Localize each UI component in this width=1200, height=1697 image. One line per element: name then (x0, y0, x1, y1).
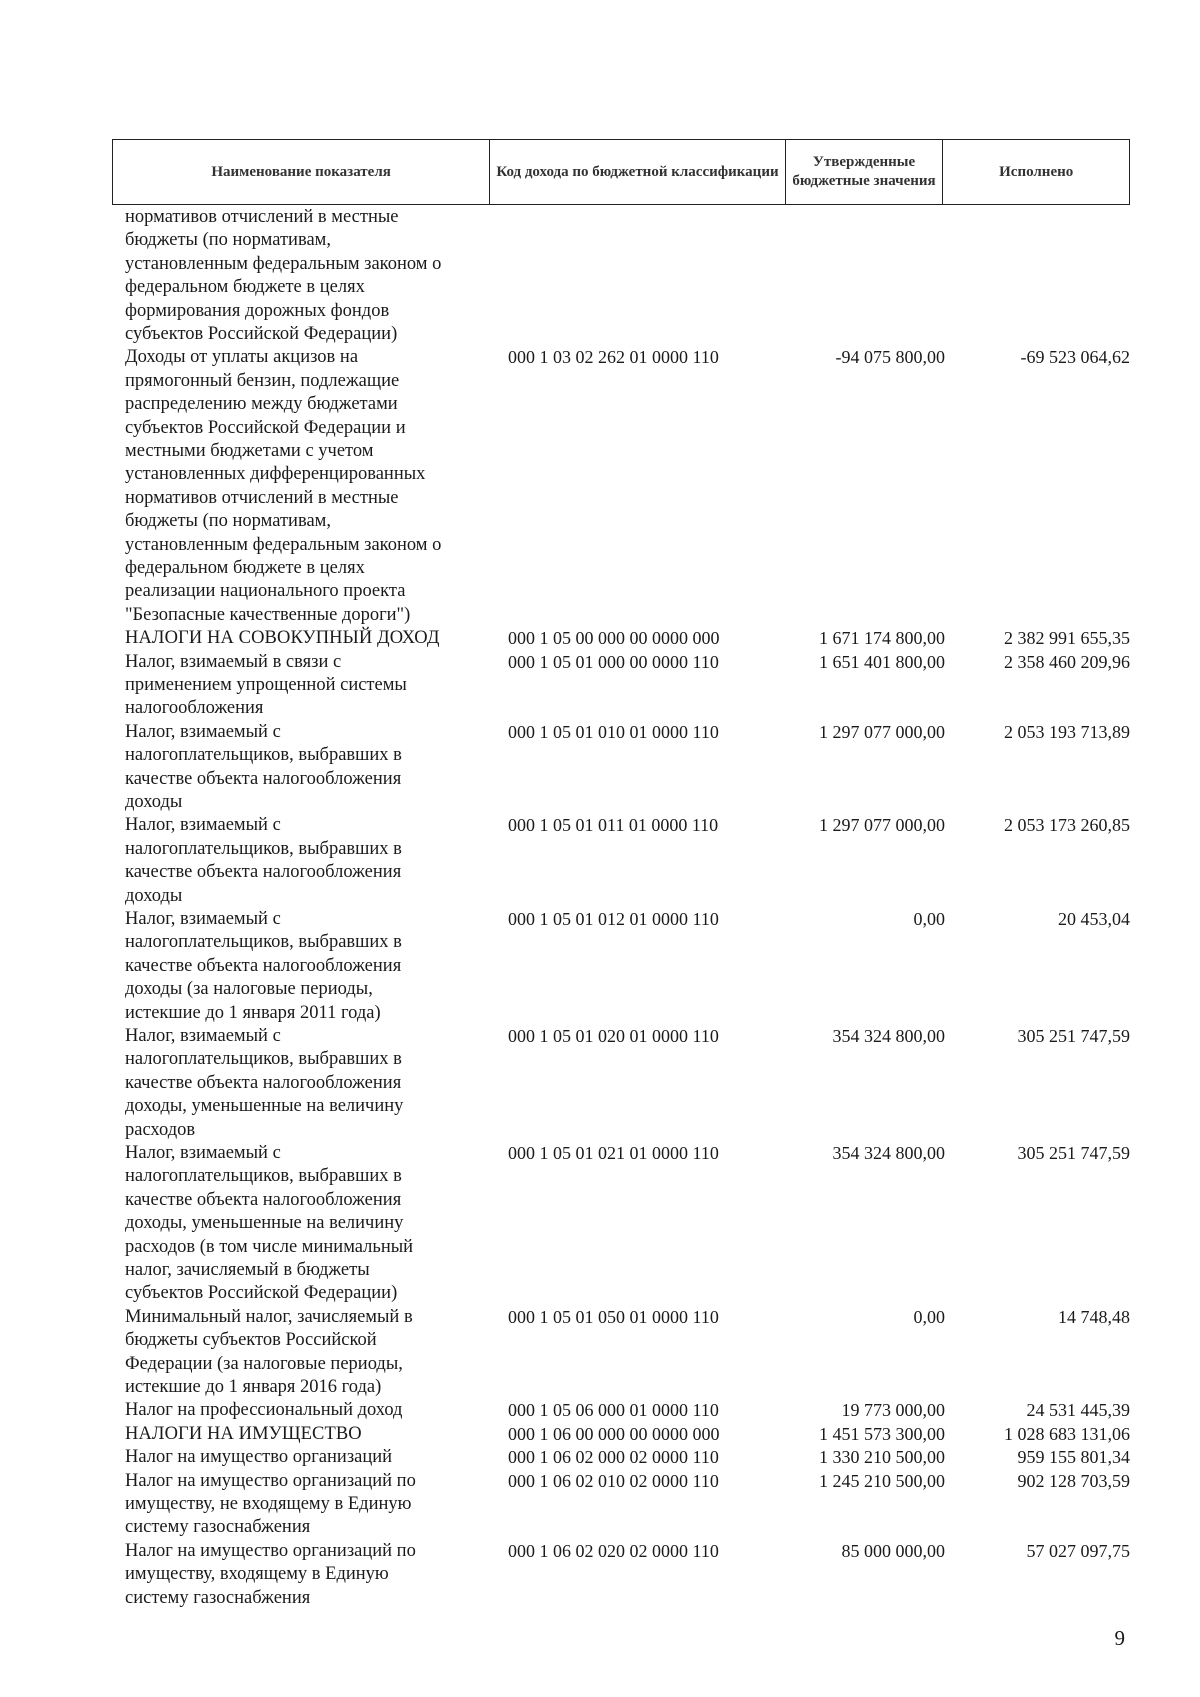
table-row (0, 1025, 1200, 1142)
table-header (112, 139, 1130, 205)
approved-value: -94 075 800,00 (835, 347, 945, 368)
income-code: 000 1 06 02 000 02 0000 110 (508, 1447, 719, 1468)
income-code: 000 1 05 01 050 01 0000 110 (508, 1306, 719, 1327)
approved-value: 85 000 000,00 (841, 1540, 945, 1561)
table-row (0, 1142, 1200, 1306)
table-row (0, 1399, 1200, 1422)
table-row (0, 651, 1200, 721)
table-row (0, 1540, 1200, 1610)
indicator-name: Налог на имущество организаций по имуществу, не входящему в Единую систему газоснабжения (125, 1470, 416, 1538)
executed-value: 305 251 747,59 (1017, 1142, 1130, 1163)
header-plan-column: Утвержденные бюджетные значения (786, 140, 944, 204)
approved-value: 1 297 077 000,00 (819, 721, 945, 742)
income-code: 000 1 05 06 000 01 0000 110 (508, 1400, 719, 1421)
header-fact-column: Исполнено (999, 163, 1074, 180)
indicator-name: НАЛОГИ НА СОВОКУПНЫЙ ДОХОД (125, 628, 440, 649)
approved-value: 1 297 077 000,00 (819, 815, 945, 836)
table-body (0, 206, 1200, 1610)
executed-value: 305 251 747,59 (1017, 1025, 1130, 1046)
executed-value: 2 053 193 713,89 (1004, 721, 1130, 742)
income-code: 000 1 05 00 000 00 0000 000 (508, 628, 720, 649)
table-row (0, 721, 1200, 815)
indicator-name: Налог на имущество организаций по имуществу, входящему в Единую систему газоснабжения (125, 1540, 416, 1608)
income-code: 000 1 05 01 012 01 0000 110 (508, 908, 719, 929)
indicator-name: Налог, взимаемый с налогоплательщиков, выбравших в качестве объекта налогообложения доходы (за налоговые периоды, истекшие до 1 января 2011 года) (125, 908, 402, 1023)
executed-value: 2 382 991 655,35 (1004, 628, 1130, 649)
approved-value: 1 451 573 300,00 (819, 1423, 945, 1444)
table-row (0, 1470, 1200, 1540)
indicator-name: Налог на профессиональный доход (125, 1400, 403, 1421)
table-row (0, 1423, 1200, 1446)
income-code: 000 1 06 02 010 02 0000 110 (508, 1470, 719, 1491)
executed-value: 24 531 445,39 (1026, 1400, 1130, 1421)
approved-value: 354 324 800,00 (832, 1025, 945, 1046)
table-row (0, 1306, 1200, 1400)
indicator-name: Налог, взимаемый с налогоплательщиков, выбравших в качестве объекта налогообложения доходы (125, 721, 402, 812)
table-row (0, 346, 1200, 627)
indicator-name: Налог, взимаемый с налогоплательщиков, выбравших в качестве объекта налогообложения доходы, уменьшенные на величину расходов (125, 1025, 404, 1140)
approved-value: 354 324 800,00 (832, 1142, 945, 1163)
approved-value: 1 671 174 800,00 (819, 628, 945, 649)
approved-value: 1 330 210 500,00 (819, 1447, 945, 1468)
indicator-name: НАЛОГИ НА ИМУЩЕСТВО (125, 1423, 362, 1444)
indicator-name: Доходы от уплаты акцизов на прямогонный бензин, подлежащие распределению между бюджетами субъектов Российской Федерации и местными бюджетами с учетом установленных дифференцированных нормативов отчислений в местные бюджеты (по нормативам, установленным федеральным законом о федеральном бюджете в целях реализации национального проекта "Безопасные качественные дороги") (125, 347, 442, 625)
approved-value: 19 773 000,00 (841, 1400, 945, 1421)
income-code: 000 1 06 00 000 00 0000 000 (508, 1423, 720, 1444)
income-code: 000 1 03 02 262 01 0000 110 (508, 347, 719, 368)
table-row (0, 627, 1200, 650)
indicator-name: Минимальный налог, зачисляемый в бюджеты субъектов Российской Федерации (за налоговые периоды, истекшие до 1 января 2016 года) (125, 1306, 413, 1397)
executed-value: 1 028 683 131,06 (1004, 1423, 1130, 1444)
income-code: 000 1 05 01 011 01 0000 110 (508, 815, 719, 836)
indicator-name: Налог на имущество организаций (125, 1447, 393, 1468)
executed-value: -69 523 064,62 (1020, 347, 1130, 368)
executed-value: 20 453,04 (1058, 908, 1130, 929)
approved-value: 0,00 (913, 908, 945, 929)
executed-value: 959 155 801,34 (1017, 1447, 1130, 1468)
table-row (0, 814, 1200, 908)
header-code-column: Код дохода по бюджетной классификации (490, 140, 785, 204)
executed-value: 2 053 173 260,85 (1004, 815, 1130, 836)
executed-value: 902 128 703,59 (1017, 1470, 1130, 1491)
executed-value: 57 027 097,75 (1026, 1540, 1130, 1561)
header-name-column: Наименование показателя (113, 140, 490, 204)
income-code: 000 1 05 01 000 00 0000 110 (508, 651, 719, 672)
indicator-name: Налог, взимаемый с налогоплательщиков, выбравших в качестве объекта налогообложения доходы, уменьшенные на величину расходов (в том числе минимальный налог, зачисляемый в бюджеты субъектов Российской Федерации) (125, 1142, 414, 1304)
income-code: 000 1 05 01 021 01 0000 110 (508, 1142, 719, 1163)
approved-value: 1 245 210 500,00 (819, 1470, 945, 1491)
income-code: 000 1 05 01 010 01 0000 110 (508, 721, 719, 742)
income-code: 000 1 06 02 020 02 0000 110 (508, 1540, 719, 1561)
executed-value: 2 358 460 209,96 (1004, 651, 1130, 672)
income-code: 000 1 05 01 020 01 0000 110 (508, 1025, 719, 1046)
table-row (0, 206, 1200, 346)
indicator-name: Налог, взимаемый с налогоплательщиков, выбравших в качестве объекта налогообложения доходы (125, 815, 402, 906)
approved-value: 1 651 401 800,00 (819, 651, 945, 672)
table-row (0, 1446, 1200, 1469)
indicator-name: Налог, взимаемый в связи с применением упрощенной системы налогообложения (125, 651, 407, 719)
executed-value: 14 748,48 (1058, 1306, 1130, 1327)
indicator-name: нормативов отчислений в местные бюджеты (по нормативам, установленным федеральным законом о федеральном бюджете в целях формирования дорожных фондов субъектов Российской Федерации) (125, 207, 442, 345)
table-row (0, 908, 1200, 1025)
page-number: 9 (1114, 1626, 1125, 1650)
approved-value: 0,00 (913, 1306, 945, 1327)
